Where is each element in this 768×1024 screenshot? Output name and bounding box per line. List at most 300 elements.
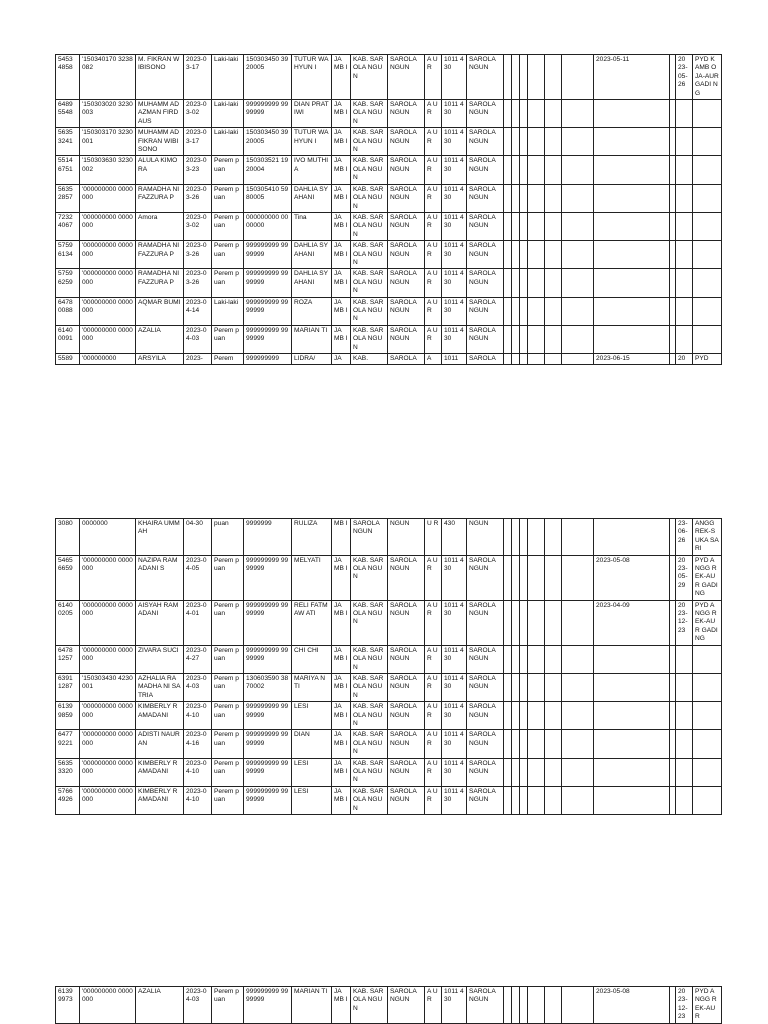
cell-postal-code: 1011 430 — [442, 786, 467, 814]
table-row — [56, 730, 722, 758]
cell-subdistrict: SAROLA NGUN — [388, 673, 425, 701]
cell-visit-date — [594, 702, 670, 730]
cell-district: KAB. SAROLA NGUN — [351, 100, 388, 128]
cell-empty-a — [528, 519, 545, 556]
cell-nik: '000000000 0000000 — [80, 702, 136, 730]
cell-visit-date — [594, 269, 670, 297]
cell-empty-a — [528, 987, 545, 1024]
cell-province: MB I — [332, 519, 351, 556]
cell-child-name: ARSYILA — [136, 354, 184, 365]
cell-mother-name: DIAN — [292, 730, 332, 758]
cell-gender: Laki-laki — [212, 55, 244, 100]
cell-child-name: ALULA KIMORA — [136, 156, 184, 184]
cell-parent-nik: 150303450 3920005 — [244, 55, 292, 100]
cell-empty-b — [545, 786, 562, 814]
cell-village: A U R — [425, 987, 442, 1024]
cell-empty-b — [545, 600, 562, 645]
cell-flag-b — [512, 269, 520, 297]
cell-puskesmas: SAROLA — [467, 354, 504, 365]
records-table — [55, 986, 722, 1024]
cell-district: KAB. SAROLA NGUN — [351, 297, 388, 325]
cell-flag-a — [504, 297, 512, 325]
cell-province: JA MB I — [332, 241, 351, 269]
cell-postal-code: 1011 430 — [442, 645, 467, 673]
cell-empty-b — [545, 673, 562, 701]
table-row — [56, 645, 722, 673]
table-row — [56, 600, 722, 645]
cell-follow-up-date — [676, 241, 693, 269]
cell-visit-date: 2023-05-08 — [594, 987, 670, 1024]
cell-postal-code: 1011 — [442, 354, 467, 365]
cell-follow-up-date: 20 — [676, 354, 693, 365]
cell-flag-c — [520, 519, 528, 556]
cell-flag-b — [512, 645, 520, 673]
cell-empty-a — [528, 156, 545, 184]
cell-posyandu: PYD — [693, 354, 722, 365]
cell-visit-date — [594, 128, 670, 156]
table-row — [56, 354, 722, 365]
cell-posyandu: PYD ANGG REK-AUR GADI NG — [693, 600, 722, 645]
cell-parent-nik: 000000000 0000000 — [244, 212, 292, 240]
cell-province: JA MB I — [332, 555, 351, 600]
cell-nik: '000000000 0000000 — [80, 730, 136, 758]
cell-province: JA MB I — [332, 184, 351, 212]
cell-subdistrict: SAROLA NGUN — [388, 702, 425, 730]
cell-parent-nik: 999999999 9999999 — [244, 269, 292, 297]
cell-village: A U R — [425, 645, 442, 673]
cell-follow-up-date — [676, 730, 693, 758]
cell-flag-c — [520, 600, 528, 645]
cell-empty-b — [545, 730, 562, 758]
cell-record-id: 5759 6134 — [56, 241, 80, 269]
cell-mother-name: CHI CHI — [292, 645, 332, 673]
cell-empty-a — [528, 55, 545, 100]
cell-empty-b — [545, 128, 562, 156]
cell-gender: Laki-laki — [212, 100, 244, 128]
cell-record-id: 7232 4067 — [56, 212, 80, 240]
cell-subdistrict: SAROLA NGUN — [388, 987, 425, 1024]
cell-birth-date: 2023-04-10 — [184, 786, 212, 814]
cell-child-name: MUHAMM AD AZMAN FIRDAUS — [136, 100, 184, 128]
cell-empty-b — [545, 645, 562, 673]
cell-province: JA MB I — [332, 212, 351, 240]
cell-flag-b — [512, 156, 520, 184]
cell-flag-a — [504, 55, 512, 100]
cell-flag-b — [512, 987, 520, 1024]
cell-visit-date — [594, 673, 670, 701]
cell-flag-b — [512, 241, 520, 269]
cell-empty-a — [528, 555, 545, 600]
cell-flag-a — [504, 600, 512, 645]
cell-flag-a — [504, 645, 512, 673]
cell-gender: Perem puan — [212, 156, 244, 184]
cell-gender: Perem puan — [212, 269, 244, 297]
cell-empty-b — [545, 212, 562, 240]
cell-subdistrict: SAROLA NGUN — [388, 600, 425, 645]
cell-empty-b — [545, 156, 562, 184]
cell-follow-up-date — [676, 297, 693, 325]
cell-puskesmas: SAROLA NGUN — [467, 325, 504, 353]
cell-flag-a — [504, 519, 512, 556]
cell-flag-b — [512, 758, 520, 786]
cell-gender: Perem — [212, 354, 244, 365]
cell-birth-date: 2023- — [184, 354, 212, 365]
table-row — [56, 555, 722, 600]
cell-empty-b — [545, 354, 562, 365]
cell-province: JA MB I — [332, 100, 351, 128]
cell-flag-b — [512, 730, 520, 758]
records-table — [55, 54, 722, 365]
cell-district: KAB. SAROLA NGUN — [351, 758, 388, 786]
cell-empty-a — [528, 786, 545, 814]
cell-district: KAB. SAROLA NGUN — [351, 786, 388, 814]
cell-visit-date — [594, 786, 670, 814]
cell-flag-b — [512, 297, 520, 325]
cell-empty-a — [528, 100, 545, 128]
cell-puskesmas: SAROLA NGUN — [467, 241, 504, 269]
cell-gender: puan — [212, 519, 244, 556]
cell-province: JA MB I — [332, 758, 351, 786]
cell-empty-a — [528, 212, 545, 240]
cell-visit-date — [594, 241, 670, 269]
cell-birth-date: 2023-03-02 — [184, 212, 212, 240]
cell-posyandu — [693, 645, 722, 673]
cell-empty-c — [562, 212, 594, 240]
cell-flag-b — [512, 212, 520, 240]
cell-gender: Perem puan — [212, 241, 244, 269]
cell-mother-name: MELYATI — [292, 555, 332, 600]
cell-empty-a — [528, 730, 545, 758]
cell-flag-a — [504, 673, 512, 701]
cell-postal-code: 1011 430 — [442, 673, 467, 701]
cell-district: KAB. SAROLA NGUN — [351, 987, 388, 1024]
cell-nik: 0000000 — [80, 519, 136, 556]
cell-district: KAB. SAROLA NGUN — [351, 325, 388, 353]
cell-mother-name: MARIYA NTI — [292, 673, 332, 701]
cell-visit-date — [594, 212, 670, 240]
cell-posyandu — [693, 269, 722, 297]
cell-mother-name: RELI FATMAW ATI — [292, 600, 332, 645]
cell-flag-c — [520, 212, 528, 240]
cell-subdistrict: SAROLA NGUN — [388, 645, 425, 673]
cell-province: JA MB I — [332, 987, 351, 1024]
cell-district: KAB. — [351, 354, 388, 365]
cell-birth-date: 2023-04-14 — [184, 297, 212, 325]
cell-nik: '000000000 0000000 — [80, 555, 136, 600]
cell-parent-nik: 150303521 1920004 — [244, 156, 292, 184]
cell-visit-date — [594, 297, 670, 325]
cell-flag-c — [520, 156, 528, 184]
cell-province: JA MB I — [332, 645, 351, 673]
cell-follow-up-date: 20 23-05-26 — [676, 55, 693, 100]
table-row — [56, 325, 722, 353]
cell-follow-up-date — [676, 645, 693, 673]
cell-flag-a — [504, 354, 512, 365]
cell-postal-code: 1011 430 — [442, 297, 467, 325]
cell-follow-up-date — [676, 212, 693, 240]
cell-puskesmas: NGUN — [467, 519, 504, 556]
cell-record-id: 3080 — [56, 519, 80, 556]
cell-flag-c — [520, 730, 528, 758]
cell-record-id: 6391 1287 — [56, 673, 80, 701]
cell-subdistrict: SAROLA NGUN — [388, 786, 425, 814]
cell-puskesmas: SAROLA NGUN — [467, 786, 504, 814]
table-row — [56, 100, 722, 128]
cell-child-name: KIMBERLY RAMADANI — [136, 702, 184, 730]
cell-parent-nik: 9999999 — [244, 519, 292, 556]
cell-subdistrict: NGUN — [388, 519, 425, 556]
cell-empty-c — [562, 354, 594, 365]
cell-subdistrict: SAROLA NGUN — [388, 212, 425, 240]
cell-subdistrict: SAROLA — [388, 354, 425, 365]
cell-follow-up-date — [676, 702, 693, 730]
page-section-3 — [55, 986, 717, 1024]
cell-mother-name: ROZA — [292, 297, 332, 325]
cell-posyandu: ANGG REK-SUKA SARI — [693, 519, 722, 556]
cell-visit-date: 2023-04-09 — [594, 600, 670, 645]
cell-empty-a — [528, 758, 545, 786]
cell-flag-b — [512, 184, 520, 212]
cell-empty-b — [545, 297, 562, 325]
cell-nik: '150340170 3238082 — [80, 55, 136, 100]
cell-nik: '000000000 — [80, 354, 136, 365]
cell-subdistrict: SAROLA NGUN — [388, 241, 425, 269]
cell-record-id: 5759 6259 — [56, 269, 80, 297]
cell-mother-name: DAHLIA SYAHANI — [292, 184, 332, 212]
cell-postal-code: 1011 430 — [442, 555, 467, 600]
cell-follow-up-date — [676, 156, 693, 184]
cell-flag-c — [520, 786, 528, 814]
table-row — [56, 184, 722, 212]
cell-nik: '000000000 0000000 — [80, 269, 136, 297]
cell-village: A U R — [425, 600, 442, 645]
cell-district: KAB. SAROLA NGUN — [351, 184, 388, 212]
cell-puskesmas: SAROLA NGUN — [467, 184, 504, 212]
cell-flag-c — [520, 269, 528, 297]
cell-district: KAB. SAROLA NGUN — [351, 269, 388, 297]
cell-empty-c — [562, 519, 594, 556]
cell-follow-up-date — [676, 128, 693, 156]
cell-village: A U R — [425, 555, 442, 600]
cell-visit-date — [594, 156, 670, 184]
cell-gender: Perem puan — [212, 673, 244, 701]
cell-flag-b — [512, 673, 520, 701]
cell-visit-date — [594, 100, 670, 128]
cell-follow-up-date — [676, 673, 693, 701]
cell-empty-c — [562, 645, 594, 673]
cell-postal-code: 430 — [442, 519, 467, 556]
cell-puskesmas: SAROLA NGUN — [467, 645, 504, 673]
cell-subdistrict: SAROLA NGUN — [388, 555, 425, 600]
cell-mother-name: DIAN PRATIWI — [292, 100, 332, 128]
cell-subdistrict: SAROLA NGUN — [388, 55, 425, 100]
cell-record-id: 5635 2857 — [56, 184, 80, 212]
cell-village: A U R — [425, 786, 442, 814]
cell-gender: Perem puan — [212, 645, 244, 673]
cell-nik: '150303430 4230001 — [80, 673, 136, 701]
cell-record-id: 6140 0205 — [56, 600, 80, 645]
cell-nik: '000000000 0000000 — [80, 241, 136, 269]
cell-posyandu — [693, 241, 722, 269]
cell-puskesmas: SAROLA NGUN — [467, 297, 504, 325]
cell-posyandu — [693, 156, 722, 184]
cell-province: JA MB I — [332, 730, 351, 758]
cell-empty-a — [528, 702, 545, 730]
cell-postal-code: 1011 430 — [442, 241, 467, 269]
cell-subdistrict: SAROLA NGUN — [388, 100, 425, 128]
cell-village: A U R — [425, 156, 442, 184]
cell-village: A — [425, 354, 442, 365]
cell-flag-a — [504, 241, 512, 269]
cell-subdistrict: SAROLA NGUN — [388, 156, 425, 184]
cell-mother-name: LESI — [292, 758, 332, 786]
cell-village: A U R — [425, 241, 442, 269]
table-row — [56, 786, 722, 814]
cell-gender: Perem puan — [212, 325, 244, 353]
cell-empty-a — [528, 325, 545, 353]
cell-follow-up-date: 20 23-05-29 — [676, 555, 693, 600]
cell-empty-c — [562, 241, 594, 269]
cell-birth-date: 2023-04-16 — [184, 730, 212, 758]
cell-postal-code: 1011 430 — [442, 128, 467, 156]
cell-village: A U R — [425, 297, 442, 325]
cell-mother-name: LESI — [292, 786, 332, 814]
cell-nik: '150303630 3230002 — [80, 156, 136, 184]
cell-empty-c — [562, 786, 594, 814]
cell-empty-a — [528, 354, 545, 365]
cell-empty-b — [545, 55, 562, 100]
cell-gender: Perem puan — [212, 702, 244, 730]
cell-birth-date: 2023-04-10 — [184, 702, 212, 730]
cell-empty-c — [562, 100, 594, 128]
cell-empty-c — [562, 702, 594, 730]
cell-district: KAB. SAROLA NGUN — [351, 702, 388, 730]
cell-flag-b — [512, 128, 520, 156]
cell-district: KAB. SAROLA NGUN — [351, 212, 388, 240]
cell-flag-a — [504, 786, 512, 814]
cell-mother-name: DAHLIA SYAHANI — [292, 241, 332, 269]
cell-mother-name: DAHLIA SYAHANI — [292, 269, 332, 297]
cell-follow-up-date — [676, 325, 693, 353]
cell-empty-b — [545, 519, 562, 556]
cell-empty-b — [545, 555, 562, 600]
cell-record-id: 5453 4858 — [56, 55, 80, 100]
cell-empty-a — [528, 184, 545, 212]
cell-empty-a — [528, 297, 545, 325]
cell-posyandu — [693, 212, 722, 240]
cell-posyandu: PYD ANGG REK-AUR — [693, 987, 722, 1024]
cell-birth-date: 2023-04-05 — [184, 555, 212, 600]
cell-empty-c — [562, 673, 594, 701]
cell-follow-up-date — [676, 786, 693, 814]
cell-postal-code: 1011 430 — [442, 100, 467, 128]
cell-flag-c — [520, 297, 528, 325]
cell-birth-date: 2023-03-17 — [184, 128, 212, 156]
cell-empty-b — [545, 241, 562, 269]
cell-flag-c — [520, 702, 528, 730]
cell-parent-nik: 130603590 3870002 — [244, 673, 292, 701]
cell-nik: '000000000 0000000 — [80, 758, 136, 786]
cell-birth-date: 2023-04-03 — [184, 325, 212, 353]
cell-empty-b — [545, 100, 562, 128]
cell-follow-up-date — [676, 100, 693, 128]
cell-follow-up-date — [676, 758, 693, 786]
cell-record-id: 5465 6659 — [56, 555, 80, 600]
cell-follow-up-date — [676, 269, 693, 297]
cell-flag-a — [504, 212, 512, 240]
cell-flag-c — [520, 354, 528, 365]
cell-gender: Laki-laki — [212, 128, 244, 156]
cell-district: KAB. SAROLA NGUN — [351, 555, 388, 600]
cell-puskesmas: SAROLA NGUN — [467, 702, 504, 730]
cell-gender: Perem puan — [212, 600, 244, 645]
cell-village: A U R — [425, 730, 442, 758]
cell-empty-c — [562, 758, 594, 786]
cell-puskesmas: SAROLA NGUN — [467, 269, 504, 297]
cell-nik: '000000000 0000000 — [80, 786, 136, 814]
cell-empty-a — [528, 645, 545, 673]
cell-province: JA MB I — [332, 786, 351, 814]
cell-posyandu — [693, 100, 722, 128]
cell-puskesmas: SAROLA NGUN — [467, 100, 504, 128]
cell-gender: Perem puan — [212, 555, 244, 600]
cell-child-name: RAMADHA NI FAZZURA P — [136, 269, 184, 297]
cell-mother-name: LIDRA/ — [292, 354, 332, 365]
cell-flag-b — [512, 325, 520, 353]
cell-flag-a — [504, 987, 512, 1024]
cell-parent-nik: 150305410 5980005 — [244, 184, 292, 212]
cell-empty-c — [562, 297, 594, 325]
cell-record-id: 5589 — [56, 354, 80, 365]
cell-posyandu: PYD ANGG REK-AUR GADI NG — [693, 555, 722, 600]
cell-empty-c — [562, 730, 594, 758]
cell-province: JA MB I — [332, 128, 351, 156]
cell-flag-a — [504, 184, 512, 212]
cell-flag-a — [504, 128, 512, 156]
cell-empty-b — [545, 325, 562, 353]
cell-empty-c — [562, 184, 594, 212]
cell-nik: '150303170 3230001 — [80, 128, 136, 156]
cell-postal-code: 1011 430 — [442, 325, 467, 353]
cell-child-name: RAMADHA NI FAZZURA P — [136, 184, 184, 212]
cell-child-name: M. FIKRAN WIBISONO — [136, 55, 184, 100]
cell-parent-nik: 999999999 9999999 — [244, 645, 292, 673]
cell-mother-name: TUTUR WAHYUN I — [292, 55, 332, 100]
cell-parent-nik: 999999999 9999999 — [244, 297, 292, 325]
cell-province: JA MB I — [332, 297, 351, 325]
page-section-2 — [55, 518, 719, 815]
cell-postal-code: 1011 430 — [442, 730, 467, 758]
cell-puskesmas: SAROLA NGUN — [467, 555, 504, 600]
cell-nik: '000000000 0000000 — [80, 297, 136, 325]
cell-flag-b — [512, 555, 520, 600]
cell-record-id: 6478 0088 — [56, 297, 80, 325]
cell-empty-b — [545, 702, 562, 730]
cell-postal-code: 1011 430 — [442, 156, 467, 184]
cell-child-name: AISYAH RAMADANI — [136, 600, 184, 645]
cell-empty-c — [562, 156, 594, 184]
cell-nik: '000000000 0000000 — [80, 212, 136, 240]
cell-flag-a — [504, 702, 512, 730]
cell-child-name: AZHALIA RAMADHA NI SATRIA — [136, 673, 184, 701]
cell-district: KAB. SAROLA NGUN — [351, 730, 388, 758]
cell-empty-a — [528, 128, 545, 156]
cell-puskesmas: SAROLA NGUN — [467, 156, 504, 184]
cell-birth-date: 04-30 — [184, 519, 212, 556]
cell-record-id: 6489 5548 — [56, 100, 80, 128]
cell-record-id: 5635 3320 — [56, 758, 80, 786]
cell-flag-c — [520, 184, 528, 212]
